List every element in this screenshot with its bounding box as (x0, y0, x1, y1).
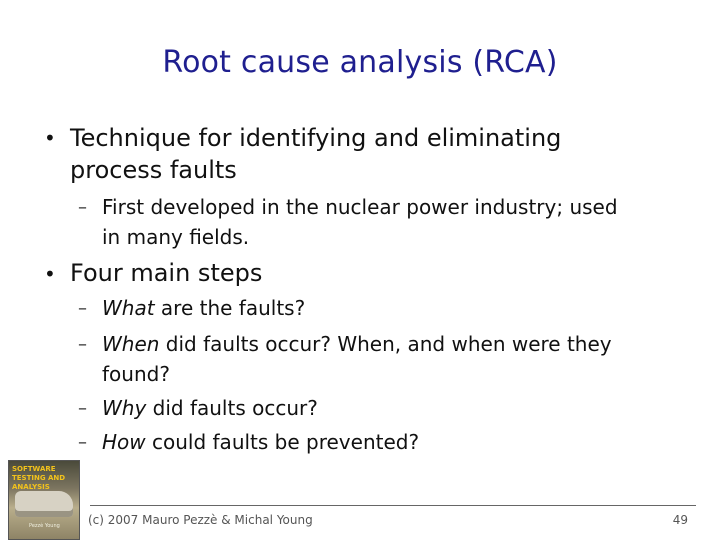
dash-marker: – (78, 398, 87, 419)
subitem-2-2 (102, 329, 612, 389)
bullet-2 (70, 257, 262, 289)
bullet-2-line-1: Four main steps (70, 259, 263, 287)
subitem-1-1 (102, 192, 618, 252)
subitem-2-4-em: How (102, 430, 146, 454)
bullet-1-line-1: Technique for identifying and eliminating (70, 124, 562, 152)
dash-marker: – (78, 298, 87, 319)
dash-marker: – (78, 432, 87, 453)
subitem-2-3-rest: did faults occur? (146, 396, 318, 420)
dash-marker: – (78, 334, 87, 355)
bullet-marker: • (44, 126, 56, 150)
subitem-1-1-line-1: First developed in the nuclear power industry; used (102, 195, 618, 219)
subitem-2-4 (102, 427, 419, 457)
footer-divider (90, 505, 696, 506)
subitem-2-1-rest: are the faults? (154, 296, 306, 320)
footer-page-number: 49 (672, 513, 688, 527)
bullet-1 (70, 122, 561, 186)
book-cover-image (8, 460, 80, 540)
subitem-2-3-em: Why (102, 396, 147, 420)
cover-title: SOFTWARE TESTING AND ANALYSIS (12, 465, 66, 491)
slide-title: Root cause analysis (RCA) (162, 45, 558, 80)
dash-marker: – (78, 197, 87, 218)
footer-copyright: (c) 2007 Mauro Pezzè & Michal Young (88, 513, 313, 527)
subitem-2-4-rest: could faults be prevented? (145, 430, 420, 454)
car-illustration (15, 491, 73, 517)
cover-authors: Pezzè Young (29, 523, 60, 529)
subitem-2-2-line-2: found? (102, 362, 170, 386)
subitem-2-3 (102, 393, 318, 423)
subitem-2-1-em: What (102, 296, 155, 320)
bullet-1-line-2: process faults (70, 156, 237, 184)
subitem-2-2-em: When (102, 332, 160, 356)
subitem-2-2-rest: did faults occur? When, and when were they (159, 332, 612, 356)
subitem-2-1 (102, 293, 305, 323)
bullet-marker: • (44, 262, 56, 286)
subitem-1-1-line-2: in many fields. (102, 225, 250, 249)
